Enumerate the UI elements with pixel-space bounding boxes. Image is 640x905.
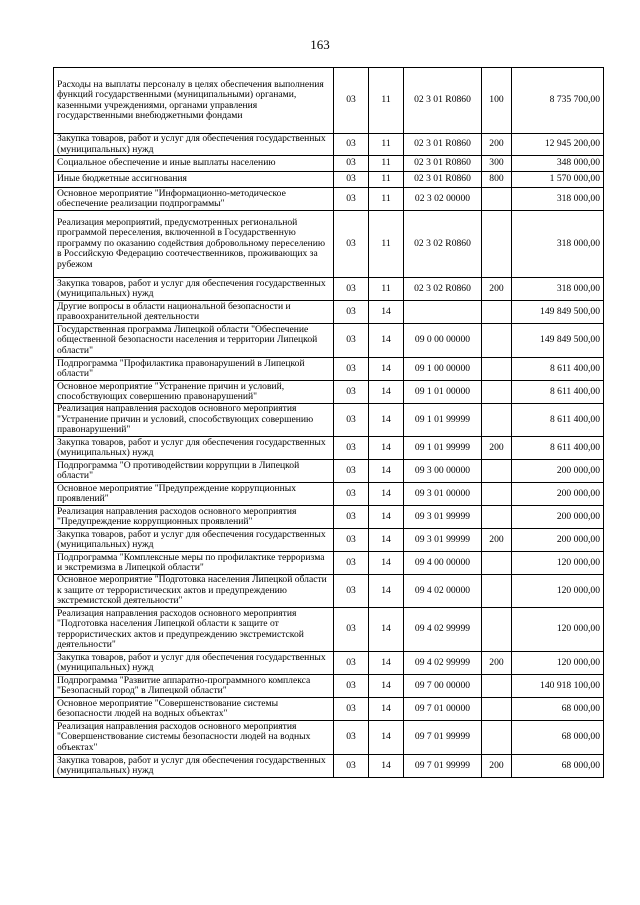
table-row <box>54 483 604 506</box>
table-row <box>54 404 604 437</box>
cell-amount: 318 000,00 <box>512 188 604 211</box>
cell-description: Закупка товаров, работ и услуг для обеспечения государственных (муниципальных) нужд <box>54 652 334 675</box>
table-row <box>54 552 604 575</box>
cell-description: Реализация мероприятий, предусмотренных региональной программой переселения, включенной в Государственную программу по оказанию содействия добровольному переселению в Российскую Федерацию соотечественников, проживающих за рубежом <box>54 211 334 278</box>
cell-section: 03 <box>334 755 369 778</box>
cell-description: Основное мероприятие "Предупреждение коррупционных проявлений" <box>54 483 334 506</box>
cell-target-article: 02 3 01 R0860 <box>404 68 482 134</box>
cell-section: 03 <box>334 134 369 156</box>
cell-section: 03 <box>334 381 369 404</box>
cell-expense-type: 200 <box>482 437 512 460</box>
cell-amount: 140 918 100,00 <box>512 675 604 698</box>
cell-target-article: 09 4 02 99999 <box>404 652 482 675</box>
table-row <box>54 211 604 278</box>
cell-amount: 149 849 500,00 <box>512 324 604 358</box>
cell-target-article: 02 3 02 R0860 <box>404 211 482 278</box>
cell-description: Реализация направления расходов основного мероприятия "Подготовка населения Липецкой области к защите от террористических актов и предупреждению экстремистской деятельности" <box>54 608 334 652</box>
table-row <box>54 652 604 675</box>
cell-amount: 12 945 200,00 <box>512 134 604 156</box>
cell-description: Реализация направления расходов основного мероприятия "Устранение причин и условий, способствующих совершению правонарушений" <box>54 404 334 437</box>
cell-expense-type <box>482 721 512 755</box>
cell-expense-type <box>482 575 512 608</box>
cell-amount: 120 000,00 <box>512 552 604 575</box>
cell-description: Социальное обеспечение и иные выплаты населению <box>54 156 334 172</box>
cell-target-article: 09 7 00 00000 <box>404 675 482 698</box>
cell-subsection: 14 <box>369 575 404 608</box>
cell-section: 03 <box>334 172 369 188</box>
cell-target-article: 09 0 00 00000 <box>404 324 482 358</box>
cell-expense-type: 300 <box>482 156 512 172</box>
cell-subsection: 14 <box>369 608 404 652</box>
cell-amount: 1 570 000,00 <box>512 172 604 188</box>
cell-description: Закупка товаров, работ и услуг для обеспечения государственных (муниципальных) нужд <box>54 529 334 552</box>
cell-expense-type <box>482 608 512 652</box>
budget-table-body <box>54 68 604 778</box>
cell-target-article: 09 3 01 99999 <box>404 529 482 552</box>
cell-expense-type: 800 <box>482 172 512 188</box>
cell-subsection: 14 <box>369 652 404 675</box>
cell-description: Закупка товаров, работ и услуг для обеспечения государственных (муниципальных) нужд <box>54 134 334 156</box>
cell-section: 03 <box>334 156 369 172</box>
cell-subsection: 14 <box>369 404 404 437</box>
cell-section: 03 <box>334 460 369 483</box>
cell-description: Закупка товаров, работ и услуг для обеспечения государственных (муниципальных) нужд <box>54 278 334 301</box>
cell-amount: 120 000,00 <box>512 652 604 675</box>
cell-expense-type <box>482 506 512 529</box>
cell-expense-type <box>482 324 512 358</box>
cell-section: 03 <box>334 211 369 278</box>
cell-amount: 68 000,00 <box>512 755 604 778</box>
cell-description: Реализация направления расходов основного мероприятия "Совершенствование системы безопасности людей на водных объектах" <box>54 721 334 755</box>
cell-section: 03 <box>334 608 369 652</box>
cell-amount: 68 000,00 <box>512 721 604 755</box>
cell-amount: 8 611 400,00 <box>512 404 604 437</box>
table-row <box>54 301 604 324</box>
cell-subsection: 14 <box>369 301 404 324</box>
cell-description: Реализация направления расходов основного мероприятия "Предупреждение коррупционных проявлений" <box>54 506 334 529</box>
cell-subsection: 14 <box>369 755 404 778</box>
table-row <box>54 608 604 652</box>
cell-section: 03 <box>334 506 369 529</box>
cell-expense-type <box>482 188 512 211</box>
cell-amount: 200 000,00 <box>512 483 604 506</box>
cell-subsection: 14 <box>369 506 404 529</box>
cell-target-article <box>404 301 482 324</box>
cell-amount: 8 611 400,00 <box>512 381 604 404</box>
cell-expense-type <box>482 358 512 381</box>
cell-target-article: 09 4 02 00000 <box>404 575 482 608</box>
cell-amount: 68 000,00 <box>512 698 604 721</box>
cell-amount: 318 000,00 <box>512 211 604 278</box>
cell-subsection: 14 <box>369 529 404 552</box>
cell-target-article: 02 3 01 R0860 <box>404 172 482 188</box>
cell-target-article: 09 1 01 00000 <box>404 381 482 404</box>
cell-expense-type <box>482 675 512 698</box>
cell-subsection: 11 <box>369 68 404 134</box>
cell-expense-type: 200 <box>482 529 512 552</box>
cell-target-article: 09 1 01 99999 <box>404 404 482 437</box>
cell-description: Иные бюджетные ассигнования <box>54 172 334 188</box>
cell-expense-type: 100 <box>482 68 512 134</box>
table-row <box>54 721 604 755</box>
cell-section: 03 <box>334 437 369 460</box>
budget-table <box>53 67 604 778</box>
table-row <box>54 755 604 778</box>
cell-description: Основное мероприятие "Подготовка населения Липецкой области к защите от террористических актов и предупреждению экстремистской деятельности" <box>54 575 334 608</box>
cell-subsection: 14 <box>369 698 404 721</box>
cell-subsection: 14 <box>369 552 404 575</box>
cell-subsection: 14 <box>369 675 404 698</box>
cell-subsection: 11 <box>369 172 404 188</box>
page-number: 163 <box>310 37 330 52</box>
cell-description: Подпрограмма "Развитие аппаратно-программного комплекса "Безопасный город" в Липецкой области" <box>54 675 334 698</box>
table-row <box>54 172 604 188</box>
cell-section: 03 <box>334 698 369 721</box>
cell-target-article: 02 3 02 00000 <box>404 188 482 211</box>
cell-subsection: 11 <box>369 188 404 211</box>
table-row <box>54 437 604 460</box>
cell-subsection: 14 <box>369 324 404 358</box>
cell-target-article: 02 3 02 R0860 <box>404 278 482 301</box>
cell-section: 03 <box>334 675 369 698</box>
cell-section: 03 <box>334 358 369 381</box>
cell-target-article: 09 7 01 99999 <box>404 721 482 755</box>
cell-expense-type: 200 <box>482 652 512 675</box>
cell-amount: 200 000,00 <box>512 460 604 483</box>
table-row <box>54 575 604 608</box>
cell-expense-type <box>482 404 512 437</box>
cell-target-article: 09 1 00 00000 <box>404 358 482 381</box>
cell-subsection: 11 <box>369 134 404 156</box>
cell-description: Подпрограмма "Профилактика правонарушений в Липецкой области" <box>54 358 334 381</box>
cell-description: Основное мероприятие "Совершенствование системы безопасности людей на водных объектах" <box>54 698 334 721</box>
cell-description: Основное мероприятие "Устранение причин и условий, способствующих совершению правонарушений" <box>54 381 334 404</box>
cell-description: Подпрограмма "О противодействии коррупции в Липецкой области" <box>54 460 334 483</box>
cell-description: Закупка товаров, работ и услуг для обеспечения государственных (муниципальных) нужд <box>54 437 334 460</box>
cell-section: 03 <box>334 552 369 575</box>
cell-expense-type <box>482 552 512 575</box>
table-row <box>54 460 604 483</box>
cell-amount: 348 000,00 <box>512 156 604 172</box>
cell-description: Государственная программа Липецкой области "Обеспечение общественной безопасности населения и территории Липецкой области" <box>54 324 334 358</box>
cell-amount: 8 611 400,00 <box>512 437 604 460</box>
table-row <box>54 698 604 721</box>
cell-amount: 120 000,00 <box>512 575 604 608</box>
table-row <box>54 506 604 529</box>
table-row <box>54 188 604 211</box>
cell-target-article: 09 4 00 00000 <box>404 552 482 575</box>
cell-amount: 8 735 700,00 <box>512 68 604 134</box>
cell-section: 03 <box>334 68 369 134</box>
cell-section: 03 <box>334 301 369 324</box>
cell-expense-type <box>482 483 512 506</box>
cell-target-article: 09 7 01 00000 <box>404 698 482 721</box>
cell-subsection: 14 <box>369 460 404 483</box>
cell-subsection: 14 <box>369 483 404 506</box>
cell-amount: 8 611 400,00 <box>512 358 604 381</box>
cell-section: 03 <box>334 721 369 755</box>
cell-subsection: 14 <box>369 437 404 460</box>
cell-subsection: 11 <box>369 278 404 301</box>
cell-description: Другие вопросы в области национальной безопасности и правоохранительной деятельности <box>54 301 334 324</box>
cell-section: 03 <box>334 324 369 358</box>
cell-subsection: 11 <box>369 156 404 172</box>
table-row <box>54 675 604 698</box>
cell-amount: 200 000,00 <box>512 506 604 529</box>
cell-subsection: 11 <box>369 211 404 278</box>
table-row <box>54 381 604 404</box>
cell-description: Основное мероприятие "Информационно-методическое обеспечение реализации подпрограммы" <box>54 188 334 211</box>
cell-section: 03 <box>334 483 369 506</box>
cell-amount: 200 000,00 <box>512 529 604 552</box>
table-row <box>54 68 604 134</box>
cell-section: 03 <box>334 278 369 301</box>
cell-expense-type <box>482 211 512 278</box>
table-row <box>54 324 604 358</box>
cell-description: Подпрограмма "Комплексные меры по профилактике терроризма и экстремизма в Липецкой области" <box>54 552 334 575</box>
cell-section: 03 <box>334 188 369 211</box>
cell-expense-type: 200 <box>482 134 512 156</box>
cell-amount: 120 000,00 <box>512 608 604 652</box>
table-row <box>54 358 604 381</box>
table-row <box>54 529 604 552</box>
cell-section: 03 <box>334 529 369 552</box>
cell-expense-type <box>482 698 512 721</box>
cell-subsection: 14 <box>369 358 404 381</box>
cell-expense-type <box>482 460 512 483</box>
cell-section: 03 <box>334 652 369 675</box>
table-row <box>54 156 604 172</box>
cell-target-article: 09 1 01 99999 <box>404 437 482 460</box>
cell-target-article: 09 4 02 99999 <box>404 608 482 652</box>
cell-amount: 149 849 500,00 <box>512 301 604 324</box>
cell-target-article: 09 3 01 00000 <box>404 483 482 506</box>
cell-section: 03 <box>334 575 369 608</box>
cell-expense-type: 200 <box>482 278 512 301</box>
table-row <box>54 134 604 156</box>
cell-target-article: 09 3 00 00000 <box>404 460 482 483</box>
cell-expense-type <box>482 381 512 404</box>
cell-subsection: 14 <box>369 381 404 404</box>
cell-expense-type: 200 <box>482 755 512 778</box>
table-row <box>54 278 604 301</box>
cell-target-article: 02 3 01 R0860 <box>404 134 482 156</box>
cell-target-article: 09 3 01 99999 <box>404 506 482 529</box>
cell-target-article: 02 3 01 R0860 <box>404 156 482 172</box>
cell-description: Расходы на выплаты персоналу в целях обеспечения выполнения функций государственными (муниципальными) органами, казенными учреждениями, органами управления государственными внебюджетными фондами <box>54 68 334 134</box>
cell-expense-type <box>482 301 512 324</box>
cell-subsection: 14 <box>369 721 404 755</box>
cell-description: Закупка товаров, работ и услуг для обеспечения государственных (муниципальных) нужд <box>54 755 334 778</box>
cell-target-article: 09 7 01 99999 <box>404 755 482 778</box>
cell-amount: 318 000,00 <box>512 278 604 301</box>
cell-section: 03 <box>334 404 369 437</box>
